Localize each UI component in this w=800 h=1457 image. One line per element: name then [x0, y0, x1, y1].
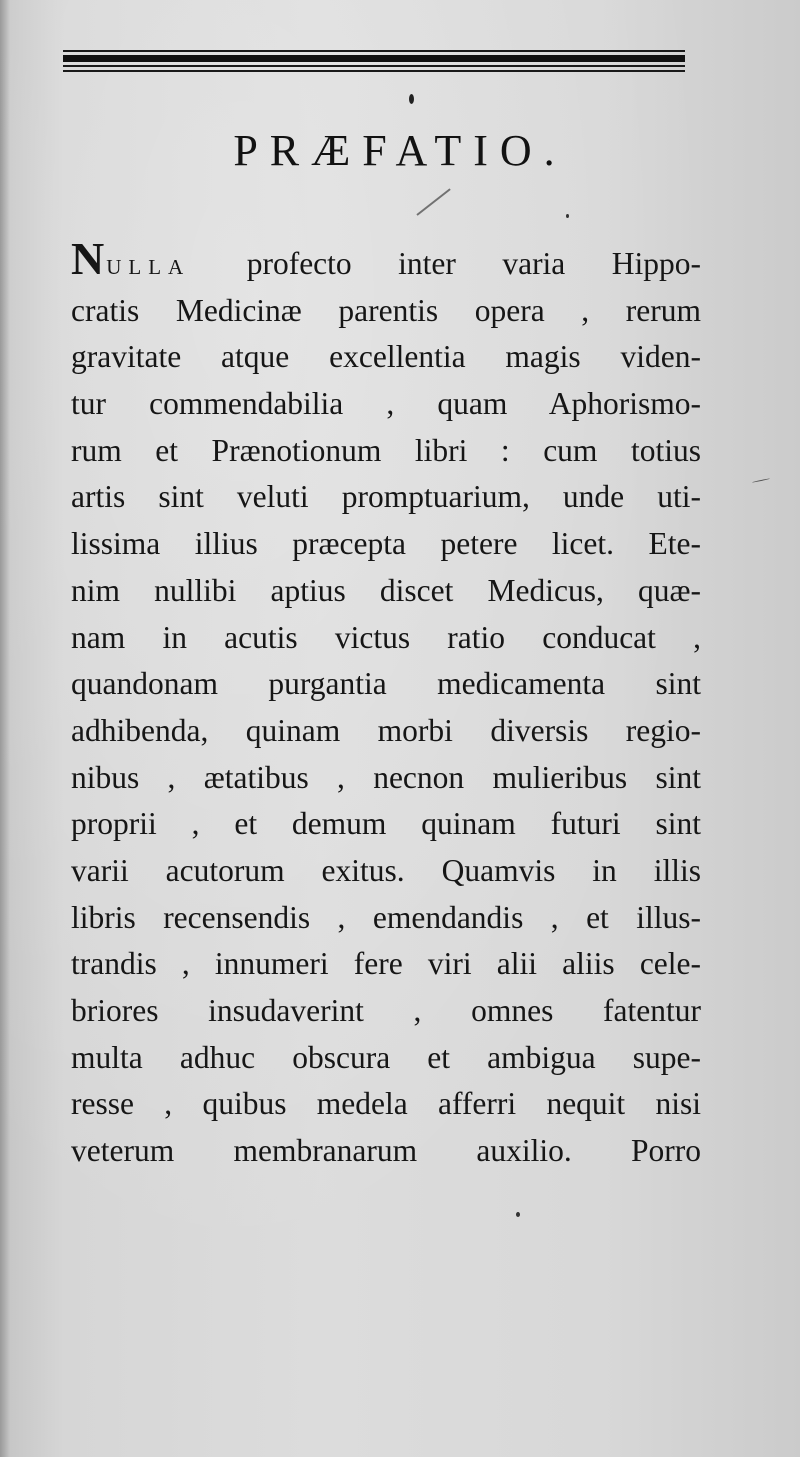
text-line: rum et Prænotionum libri : cum totius	[71, 432, 701, 468]
text-line: resse , quibus medela afferri nequit nisi	[71, 1086, 701, 1122]
text-line: artis sint veluti promptuarium, unde uti-	[71, 479, 701, 515]
text-line: lissima illius præcepta petere licet. Ete-	[71, 526, 701, 562]
text-line: proprii , et demum quinam futuri sint	[71, 806, 701, 842]
page-gutter-shadow	[0, 0, 10, 1457]
text-line: adhibenda, quinam morbi diversis regio-	[71, 712, 701, 748]
preface-body	[71, 233, 701, 1175]
text-line: varii acutorum exitus. Quamvis in illis	[71, 852, 701, 888]
text-line: gravitate atque excellentia magis viden-	[71, 339, 701, 375]
header-ornamental-rule	[63, 50, 685, 74]
text-line: tur commendabilia , quam Aphorismo-	[71, 386, 701, 422]
small-caps-word: ULLA	[106, 255, 191, 279]
text-line-first	[71, 233, 701, 288]
rule-line-middle	[63, 65, 685, 67]
pencil-stroke-mark	[416, 188, 450, 215]
text-line: nam in acutis victus ratio conducat ,	[71, 619, 701, 655]
ink-speck	[516, 1212, 520, 1217]
ink-speck	[752, 478, 770, 483]
text-line: cratis Medicinæ parentis opera , rerum	[71, 292, 701, 328]
text-line: trandis , innumeri fere viri alii aliis cele-	[71, 946, 701, 982]
ink-speck	[566, 214, 569, 218]
text-line: multa adhuc obscura et ambigua supe-	[71, 1039, 701, 1075]
rule-line-top	[63, 50, 685, 52]
drop-cap: N	[71, 233, 107, 284]
text-line: libris recensendis , emendandis , et illus-	[71, 899, 701, 935]
text-line-last: veterum membranarum auxilio. Porro	[71, 1133, 701, 1169]
text-line-content: profecto inter varia Hippo-	[246, 246, 701, 281]
rule-line-thick	[63, 55, 685, 62]
rule-line-bottom	[63, 70, 685, 72]
text-line: quandonam purgantia medicamenta sint	[71, 666, 701, 702]
text-line: nim nullibi aptius discet Medicus, quæ-	[71, 572, 701, 608]
page-title: PRÆFATIO.	[233, 126, 567, 175]
text-line: briores insudaverint , omnes fatentur	[71, 993, 701, 1028]
ink-speck	[409, 94, 414, 104]
text-line: nibus , ætatibus , necnon mulieribus sint	[71, 759, 701, 795]
